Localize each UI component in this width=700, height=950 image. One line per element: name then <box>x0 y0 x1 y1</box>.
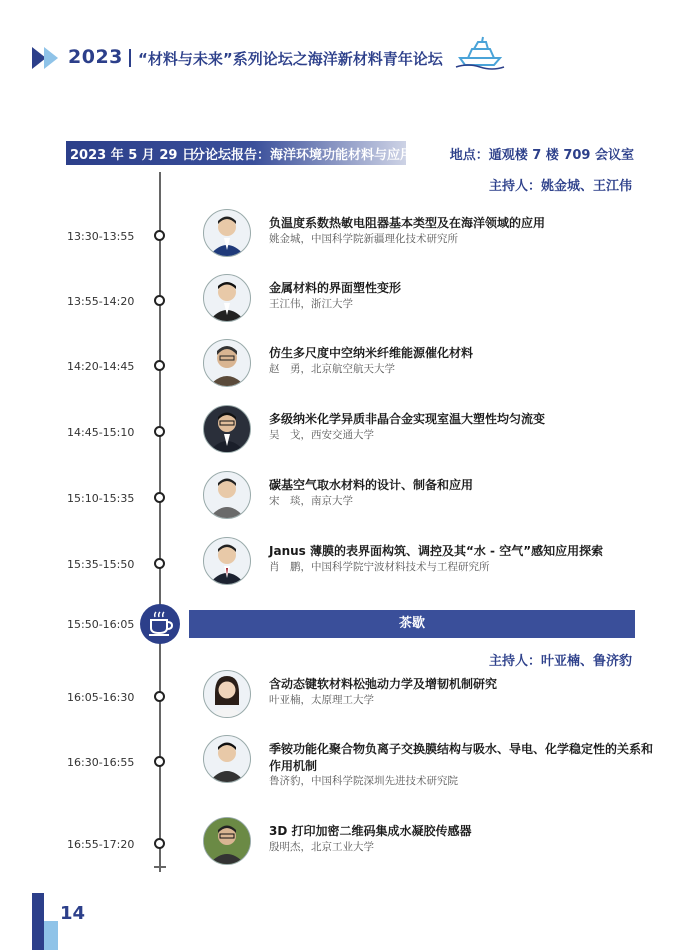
talk-title: Janus 薄膜的表界面构筑、调控及其“水 - 空气”感知应用探索 <box>269 544 604 558</box>
talk-title: 多级纳米化学异质非晶合金实现室温大塑性均匀流变 <box>269 412 546 426</box>
talk-item <box>0 346 700 409</box>
session-host-1: 主持人：姚金城、王江伟 <box>488 179 632 194</box>
header-title: “材料与未来”系列论坛之海洋新材料青年论坛 <box>138 50 443 68</box>
timeline-dot <box>154 230 165 241</box>
speaker-avatar <box>203 537 251 585</box>
talk-time: 14:45-15:10 <box>67 426 135 439</box>
speaker-avatar <box>203 209 251 257</box>
session-host-2: 主持人：叶亚楠、鲁济豹 <box>488 654 632 669</box>
talk-title: 含动态键软材料松弛动力学及增韧机制研究 <box>269 677 498 691</box>
speaker-avatar <box>203 274 251 322</box>
talk-speaker: 肖 鹏，中国科学院宁波材料技术与工程研究所 <box>269 561 490 573</box>
talk-time: 13:30-13:55 <box>67 230 135 243</box>
talk-item <box>0 478 700 541</box>
session-bar <box>66 141 414 165</box>
header-year: 2023 <box>68 46 123 68</box>
page-number-accent <box>44 921 58 950</box>
talk-speaker: 叶亚楠，太原理工大学 <box>269 694 374 706</box>
speaker-avatar <box>203 339 251 387</box>
talk-speaker: 鲁济豹，中国科学院深圳先进技术研究院 <box>269 775 458 787</box>
speaker-avatar <box>203 817 251 865</box>
page-number-bar <box>32 893 44 950</box>
talk-time: 15:35-15:50 <box>67 558 135 571</box>
talk-item <box>0 412 700 475</box>
talk-item <box>0 677 700 740</box>
break-label: 茶歇 <box>398 616 425 631</box>
talk-time: 16:30-16:55 <box>67 756 135 769</box>
break-time: 15:50-16:05 <box>67 618 135 631</box>
talk-speaker: 殷明杰，北京工业大学 <box>269 841 374 853</box>
talk-item <box>0 216 700 279</box>
page-number: 14 <box>60 903 86 924</box>
talk-time: 16:55-17:20 <box>67 838 135 851</box>
talk-time: 13:55-14:20 <box>67 295 135 308</box>
talk-title: 3D 打印加密二维码集成水凝胶传感器 <box>269 824 472 838</box>
talk-speaker: 姚金城，中国科学院新疆理化技术研究所 <box>269 233 458 245</box>
speaker-avatar <box>203 735 251 783</box>
talk-item <box>0 544 700 607</box>
break-bar <box>189 610 635 638</box>
talk-title: 季铵功能化聚合物负离子交换膜结构与吸水、导电、化学稳定性的关系和作用机制 <box>269 742 654 773</box>
page-header <box>32 40 592 76</box>
timeline-dot <box>154 360 165 371</box>
talk-time: 16:05-16:30 <box>67 691 135 704</box>
timeline-dot <box>154 492 165 503</box>
session-date: 2023 年 5 月 29 日 <box>70 148 195 163</box>
speaker-avatar <box>203 670 251 718</box>
speaker-avatar <box>203 471 251 519</box>
talk-title: 负温度系数热敏电阻器基本类型及在海洋领域的应用 <box>269 216 546 230</box>
talk-item <box>0 742 700 805</box>
talk-time: 14:20-14:45 <box>67 360 135 373</box>
ship-icon <box>454 36 506 70</box>
coffee-cup-icon <box>140 604 180 644</box>
talk-item <box>0 824 700 887</box>
talk-speaker: 吴 戈，西安交通大学 <box>269 429 374 441</box>
header-divider <box>129 49 131 67</box>
timeline-dot <box>154 756 165 767</box>
talk-speaker: 王江伟，浙江大学 <box>269 298 353 310</box>
talk-item <box>0 281 700 344</box>
talk-speaker: 宋 琰，南京大学 <box>269 495 353 507</box>
talk-time: 15:10-15:35 <box>67 492 135 505</box>
talk-title: 金属材料的界面塑性变形 <box>269 281 402 295</box>
talk-title: 仿生多尺度中空纳米纤维能源催化材料 <box>269 346 474 360</box>
timeline-dot <box>154 295 165 306</box>
timeline-dot <box>154 838 165 849</box>
timeline-dot <box>154 558 165 569</box>
timeline-dot <box>154 691 165 702</box>
session-topic: 分论坛报告：海洋环境功能材料与应用 <box>192 148 414 163</box>
talk-speaker: 赵 勇，北京航空航天大学 <box>269 363 395 375</box>
speaker-avatar <box>203 405 251 453</box>
arrow-logo-icon <box>32 47 64 69</box>
talk-title: 碳基空气取水材料的设计、制备和应用 <box>269 478 474 492</box>
session-venue: 地点：遁观楼 7 楼 709 会议室 <box>449 148 634 163</box>
timeline-dot <box>154 426 165 437</box>
